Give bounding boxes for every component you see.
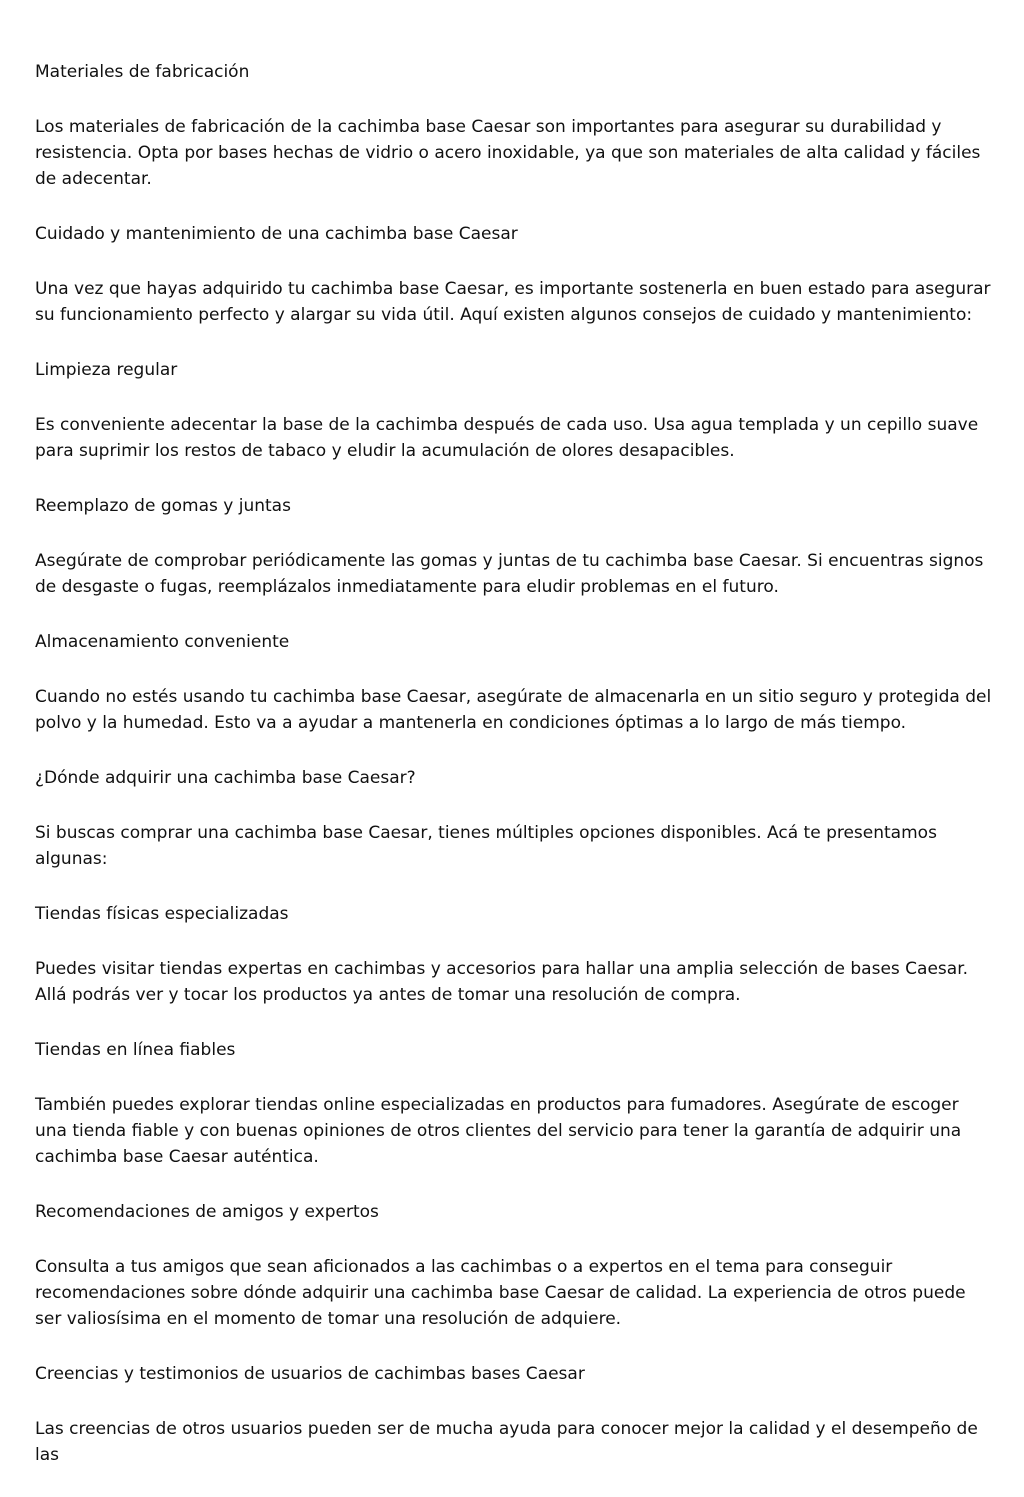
section-heading-tiendas-online: Tiendas en línea fiables — [35, 1040, 236, 1060]
paragraph-cuidado: Una vez que hayas adquirido tu cachimba base Caesar, es importante sostenerla en buen estado para asegurar su funcionamiento perfecto y alargar su vida útil. Aquí existen algunos consejos de cuidado y mantenimiento: — [35, 279, 991, 325]
section-heading-limpieza: Limpieza regular — [35, 360, 178, 380]
paragraph-donde-adquirir: Si buscas comprar una cachimba base Caesar, tienes múltiples opciones disponibles. Acá te presentamos algunas: — [35, 823, 937, 869]
paragraph-tiendas-fisicas: Puedes visitar tiendas expertas en cachimbas y accesorios para hallar una amplia selección de bases Caesar. Allá podrás ver y tocar los productos ya antes de tomar una resolución de compra. — [35, 959, 969, 1005]
section-heading-cuidado: Cuidado y mantenimiento de una cachimba base Caesar — [35, 224, 518, 244]
paragraph-materiales: Los materiales de fabricación de la cachimba base Caesar son importantes para asegurar su durabilidad y resistencia. Opta por bases hechas de vidrio o acero inoxidable, ya que son materiales de alta calidad y fáciles de adecentar. — [35, 117, 981, 189]
section-heading-materiales: Materiales de fabricación — [35, 62, 250, 82]
section-heading-reemplazo: Reemplazo de gomas y juntas — [35, 496, 291, 516]
paragraph-tiendas-online: También puedes explorar tiendas online especializadas en productos para fumadores. Asegúrate de escoger una tienda fiable y con buenas opiniones de otros clientes del servicio para tener la garantía de adquirir una cachimba base Caesar auténtica. — [35, 1095, 962, 1167]
paragraph-reemplazo: Asegúrate de comprobar periódicamente las gomas y juntas de tu cachimba base Caesar. Si encuentras signos de desgaste o fugas, reemplázalos inmediatamente para eludir problemas en el futuro. — [35, 551, 984, 597]
paragraph-creencias: Las creencias de otros usuarios pueden ser de mucha ayuda para conocer mejor la calidad y el desempeño de las — [35, 1419, 978, 1465]
section-heading-almacenamiento: Almacenamiento conveniente — [35, 632, 290, 652]
document-body — [35, 59, 995, 1497]
section-heading-recomendaciones: Recomendaciones de amigos y expertos — [35, 1202, 379, 1222]
section-heading-tiendas-fisicas: Tiendas físicas especializadas — [35, 904, 289, 924]
paragraph-recomendaciones: Consulta a tus amigos que sean aficionados a las cachimbas o a expertos en el tema para conseguir recomendaciones sobre dónde adquirir una cachimba base Caesar de calidad. La experiencia de otros puede ser valiosísima en el momento de tomar una resolución de adquiere. — [35, 1257, 966, 1329]
paragraph-almacenamiento: Cuando no estés usando tu cachimba base Caesar, asegúrate de almacenarla en un sitio seguro y protegida del polvo y la humedad. Esto va a ayudar a mantenerla en condiciones óptimas a lo largo de más tiempo. — [35, 687, 992, 733]
section-heading-donde-adquirir: ¿Dónde adquirir una cachimba base Caesar? — [35, 768, 416, 788]
section-heading-creencias: Creencias y testimonios de usuarios de cachimbas bases Caesar — [35, 1364, 585, 1384]
paragraph-limpieza: Es conveniente adecentar la base de la cachimba después de cada uso. Usa agua templada y un cepillo suave para suprimir los restos de tabaco y eludir la acumulación de olores desapacibles. — [35, 415, 979, 461]
